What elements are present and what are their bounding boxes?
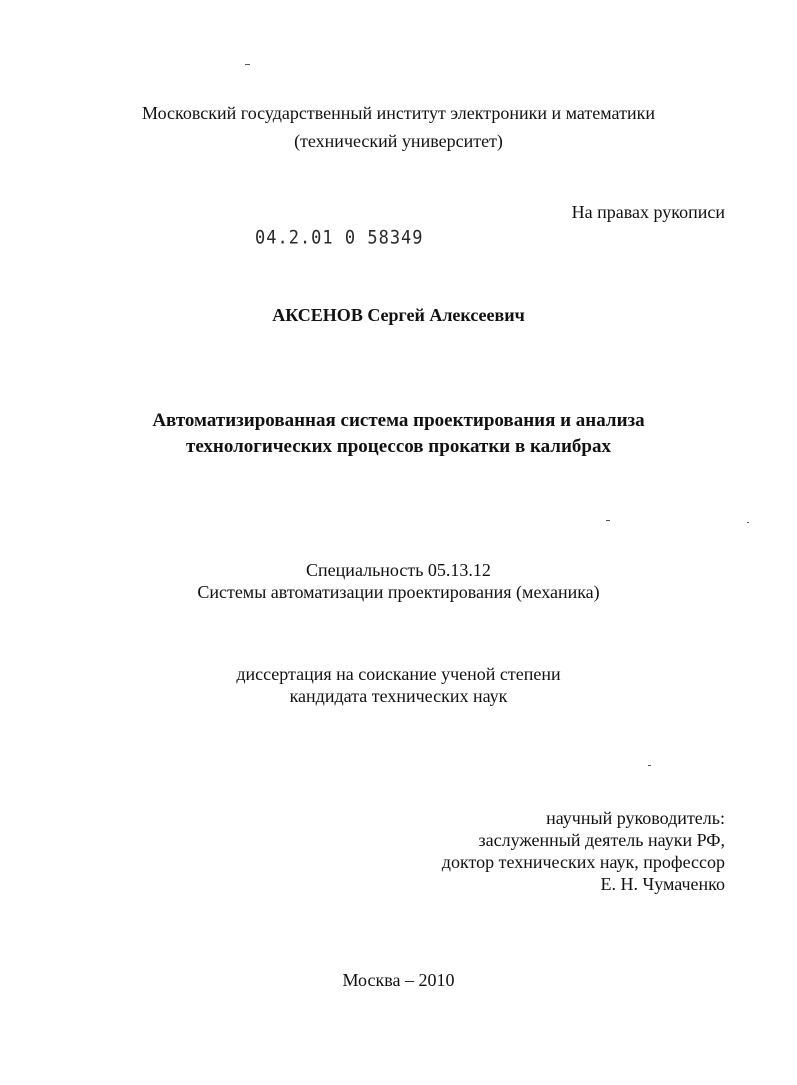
dissertation-title-line-2: технологических процессов прокатки в калибрах xyxy=(186,436,611,457)
institution-subtitle: (технический университет) xyxy=(294,131,503,151)
scan-speck xyxy=(245,64,250,65)
scan-speck xyxy=(606,520,610,521)
manuscript-note: На правах рукописи xyxy=(571,202,725,222)
supervisor-title-1: заслуженный деятель науки РФ, xyxy=(478,830,725,850)
place-year: Москва – 2010 xyxy=(342,970,455,990)
author-name: АКСЕНОВ Сергей Алексеевич xyxy=(272,305,525,325)
degree-line-1: диссертация на соискание ученой степени xyxy=(236,664,561,684)
catalog-stamp: 04.2.01 0 58349 xyxy=(255,227,424,249)
scan-speck xyxy=(747,522,749,523)
supervisor-label: научный руководитель: xyxy=(546,808,725,828)
supervisor-title-2: доктор технических наук, профессор xyxy=(441,852,725,872)
specialty-name: Системы автоматизации проектирования (механика) xyxy=(197,582,600,602)
scan-speck xyxy=(648,765,651,766)
degree-line-2: кандидата технических наук xyxy=(289,686,508,706)
dissertation-title-line-1: Автоматизированная система проектирования и анализа xyxy=(152,410,645,431)
supervisor-name: Е. Н. Чумаченко xyxy=(600,874,725,894)
institution-name: Московский государственный институт электроники и математики xyxy=(142,103,655,123)
specialty-code: Специальность 05.13.12 xyxy=(306,560,491,580)
